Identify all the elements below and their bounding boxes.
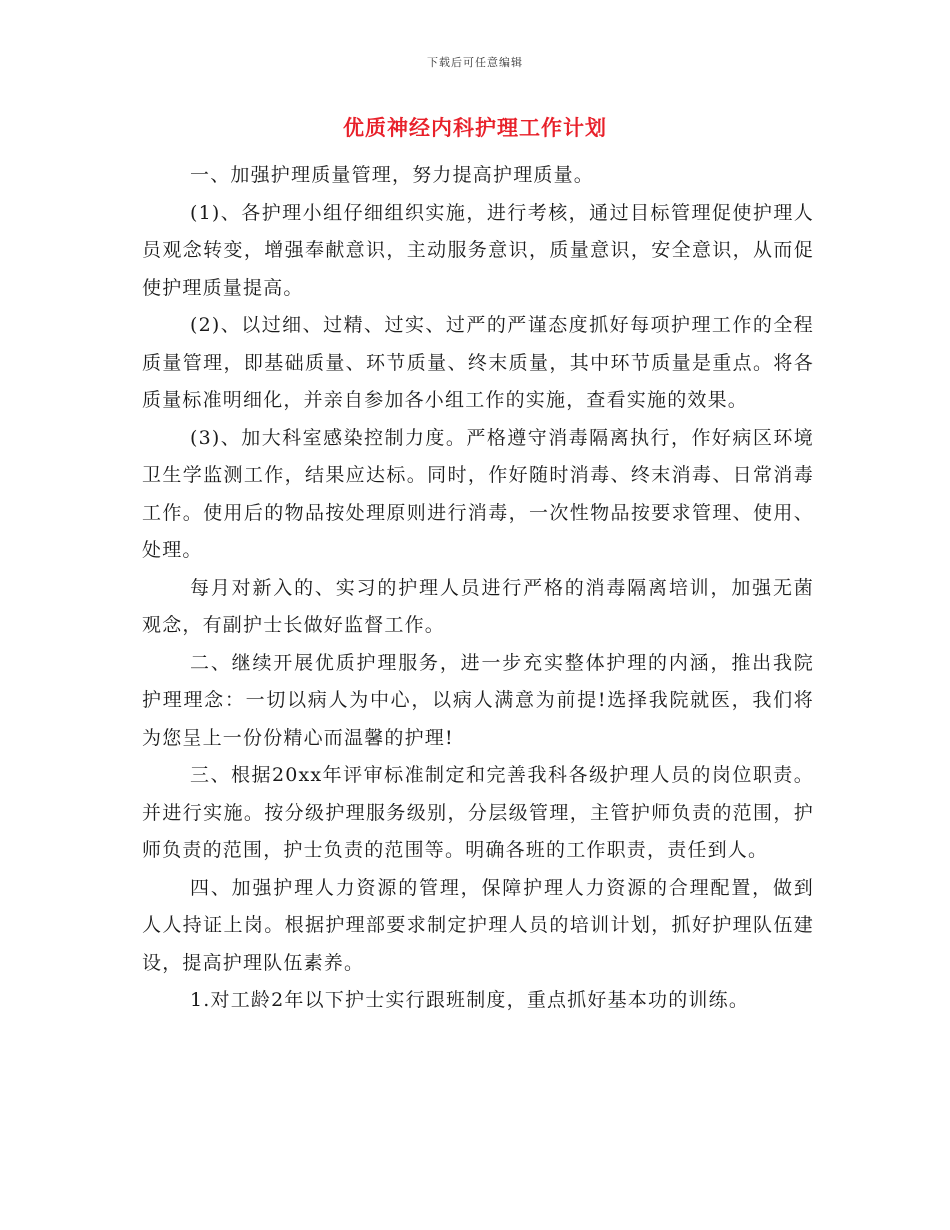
paragraph-section-3: 三、根据20xx年评审标准制定和完善我科各级护理人员的岗位职责。并进行实施。按分级护理服务级别，分层级管理，主管护师负责的范围，护师负责的范围，护士负责的范围等。明确各班的工作职责，责任到人。: [142, 764, 814, 861]
paragraph-item-4-1: 1.对工龄2年以下护士实行跟班制度，重点抓好基本功的训练。: [190, 989, 750, 1011]
page-header-note: 下载后可任意编辑: [427, 56, 523, 69]
paragraph-section-2: 二、继续开展优质护理服务，进一步充实整体护理的内涵，推出我院护理理念：一切以病人为中心，以病人满意为前提!选择我院就医，我们将为您呈上一份份精心而温馨的护理!: [142, 651, 814, 749]
paragraph-item-3: (3)、加大科室感染控制力度。严格遵守消毒隔离执行，作好病区环境卫生学监测工作，结果应达标。同时，作好随时消毒、终末消毒、日常消毒工作。使用后的物品按处理原则进行消毒，一次性物品按要求管理、使用、处理。: [142, 426, 814, 561]
document-title: 优质神经内科护理工作计划: [343, 115, 607, 140]
document-body: [142, 157, 814, 1020]
paragraph-section-1-heading: 一、加强护理质量管理，努力提高护理质量。: [190, 164, 595, 186]
paragraph-item-2: (2)、以过细、过精、过实、过严的严谨态度抓好每项护理工作的全程质量管理，即基础质量、环节质量、终末质量，其中环节质量是重点。将各质量标准明细化，并亲自参加各小组工作的实施，查看实施的效果。: [142, 314, 814, 411]
paragraph-monthly-training: 每月对新入的、实习的护理人员进行严格的消毒隔离培训，加强无菌观念，有副护士长做好监督工作。: [142, 576, 814, 636]
paragraph-item-1: (1)、各护理小组仔细组织实施，进行考核，通过目标管理促使护理人员观念转变，增强奉献意识，主动服务意识，质量意识，安全意识，从而促使护理质量提高。: [142, 201, 814, 299]
paragraph-section-4: 四、加强护理人力资源的管理，保障护理人力资源的合理配置，做到人人持证上岗。根据护理部要求制定护理人员的培训计划，抓好护理队伍建设，提高护理队伍素养。: [142, 876, 814, 974]
